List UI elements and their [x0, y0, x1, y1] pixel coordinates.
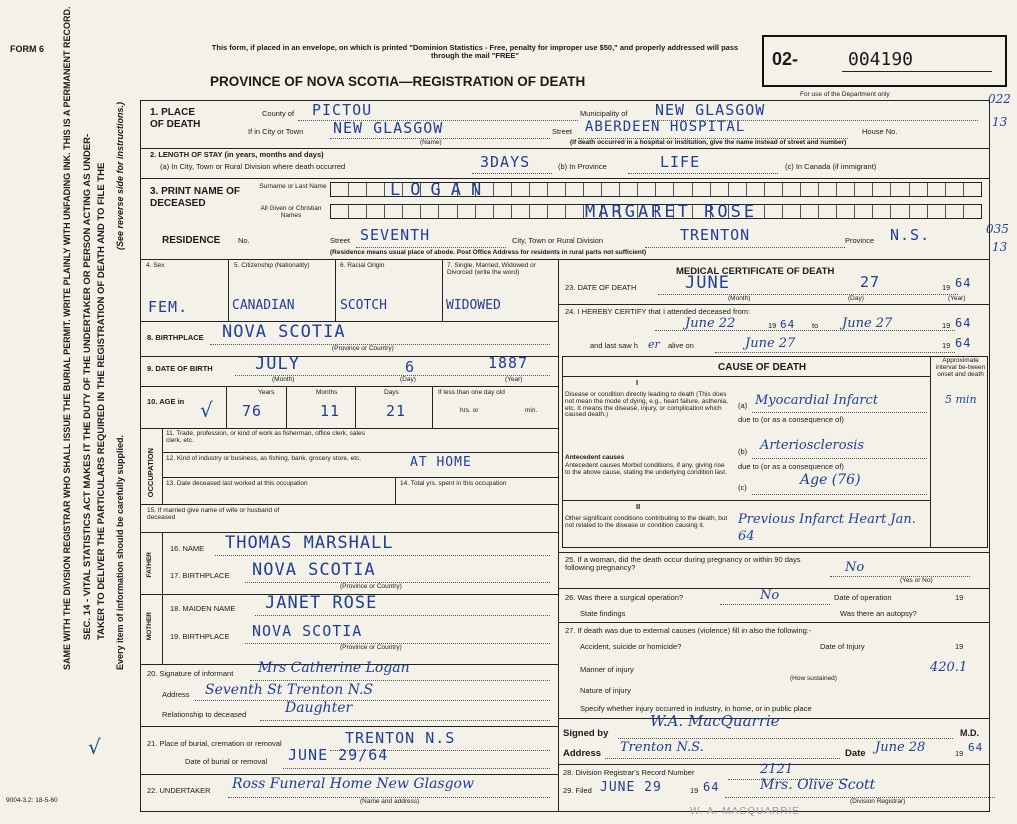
- age-check-mark: √: [200, 398, 213, 422]
- print-name-label: 3. PRINT NAME OF DECEASED: [150, 186, 241, 209]
- filed-label: 29. Filed: [563, 786, 592, 795]
- birthplace-sublabel: (Province or Country): [332, 345, 394, 352]
- dob-label: 9. DATE OF BIRTH: [147, 364, 213, 373]
- surgical-operation-label: 26. Was there a surgical operation?: [565, 593, 684, 602]
- age-label: 10. AGE in: [147, 397, 185, 406]
- record-number-label: 28. Division Registrar's Record Number: [563, 768, 695, 777]
- attended-from-year: 64: [780, 318, 796, 331]
- house-label: House No.: [862, 127, 898, 136]
- hrs-label: hrs. or: [460, 407, 479, 414]
- medical-address-value: Trenton N.S.: [620, 740, 704, 755]
- spouse-label: 15. If married give name of wife or husband of deceased: [147, 507, 280, 521]
- mother-birthplace-sublabel: (Province or Country): [340, 644, 402, 651]
- min-label: min.: [525, 407, 538, 414]
- death-month-value: JUNE: [685, 273, 730, 293]
- relationship-label: Relationship to deceased: [162, 710, 247, 719]
- length-of-stay-label: 2. LENGTH OF STAY (in years, months and days): [150, 150, 324, 159]
- street-value: ABERDEEN HOSPITAL: [585, 119, 746, 135]
- registration-number-box: [762, 35, 1007, 87]
- mother-birthplace-label: 19. BIRTHPLACE: [170, 632, 230, 641]
- death-year-prefix: 19: [942, 283, 951, 292]
- name-sublabel: (Name): [420, 139, 442, 146]
- dob-day-sublabel: (Day): [400, 376, 416, 383]
- residence-street-label: Street: [330, 236, 351, 245]
- occupation-12-value: AT HOME: [410, 455, 472, 470]
- filed-value: JUNE 29: [600, 780, 662, 795]
- date-of-operation-year-prefix: 19: [955, 593, 964, 602]
- certify-label: 24. I HEREBY CERTIFY that I attended deceased from:: [565, 307, 751, 316]
- other-conditions-value: Previous Infarct Heart Jan. 64: [738, 512, 916, 544]
- informant-address-value: Seventh St Trenton N.S: [205, 682, 374, 698]
- county-label: County of: [262, 109, 295, 118]
- racial-origin-value: SCOTCH: [340, 298, 387, 313]
- last-saw-label: and last saw h: [590, 341, 638, 350]
- sex-label: 4. Sex: [146, 262, 165, 269]
- filed-year-prefix: 19: [690, 786, 699, 795]
- burial-date-label: Date of burial or removal: [185, 757, 268, 766]
- side-text-2: TAKER TO DELIVER THE PARTICULARS REQUIRED IN THE REGISTRATION OF DEATH AND TO FILE THE: [96, 162, 107, 640]
- cause-a-value: Myocardial Infarct: [755, 393, 879, 408]
- age-months-value: 11: [320, 402, 341, 420]
- hospital-note: (If death occurred in a hospital or institution, give the name instead of street and number): [570, 139, 847, 146]
- form-number: FORM 6: [10, 44, 45, 54]
- stay-a-label: (a) In City, Town or Rural Division where death occurred: [160, 162, 346, 171]
- burial-date-value: JUNE 29/64: [288, 746, 389, 764]
- marital-status-label: 7. Single, Married, Widowed or Divorced (write the word): [447, 262, 536, 276]
- burial-place-value: TRENTON N.S: [345, 729, 456, 747]
- less-than-day-label: If less than one day old: [438, 389, 505, 396]
- occupation-14-label: 14. Total yrs. spent in this occupation: [400, 480, 507, 487]
- surname-value: LOGAN: [390, 180, 492, 200]
- citizenship-label: 5. Citizenship (Nationality): [234, 262, 310, 269]
- md-label: M.D.: [960, 728, 979, 738]
- antecedent-label: Antecedent causes Morbid conditions, if any, giving rise to the above cause, stating the underlying condition last.: [565, 462, 727, 476]
- sex-value: FEM.: [148, 298, 189, 316]
- municipality-label: Municipality of: [580, 109, 628, 118]
- stamp-text: W. A. MACQUARRIE: [690, 806, 800, 817]
- accident-label: Accident, suicide or homicide?: [580, 642, 682, 651]
- mother-birthplace-value: NOVA SCOTIA: [252, 622, 363, 640]
- street-label: Street: [552, 127, 573, 136]
- antecedent-heading: Antecedent causes: [565, 454, 625, 461]
- death-year-value: 64: [955, 276, 972, 290]
- age-days-label: Days: [384, 389, 399, 396]
- disease-label: Disease or condition directly leading to death (This does not mean the mode of dying, e.g., heart failure, asthenia, etc. It means the disease, injury, or complication which caused death.): [565, 391, 728, 419]
- dept-code-2: 13: [992, 115, 1008, 129]
- medical-date-value: June 28: [875, 740, 926, 755]
- attended-to-year-prefix: 19: [942, 321, 951, 330]
- attended-from-year-prefix: 19: [768, 321, 777, 330]
- nature-of-injury-label: Nature of injury: [580, 686, 631, 695]
- marital-status-value: WIDOWED: [446, 298, 501, 313]
- informant-value: Mrs Catherine Logan: [258, 660, 410, 676]
- stay-b-label: (b) In Province: [558, 162, 607, 171]
- to-label: to: [812, 321, 819, 330]
- death-year-sublabel: (Year): [948, 295, 966, 302]
- given-names-value: MARGARET ROSE: [585, 202, 758, 222]
- residence-no-label: No.: [238, 236, 250, 245]
- father-name-label: 16. NAME: [170, 544, 205, 553]
- cause-part-1: I: [636, 378, 639, 387]
- record-number-value: 2121: [760, 762, 794, 777]
- mother-maiden-value: JANET ROSE: [265, 593, 378, 613]
- racial-origin-label: 6. Racial Origin: [340, 262, 385, 269]
- header-note: This form, if placed in an envelope, on which is printed "Dominion Statistics - Free, penalty for improper use $50," and properly addressed will pass through the mail "FREE": [211, 43, 739, 61]
- interval-a-value: 5 min: [945, 393, 977, 406]
- municipality-value: NEW GLASGOW: [655, 101, 766, 119]
- residence-street-value: SEVENTH: [360, 226, 431, 244]
- county-value: PICTOU: [312, 101, 373, 119]
- date-of-injury-label: Date of Injury: [820, 642, 865, 651]
- medical-date-year: 64: [968, 741, 984, 754]
- cause-part-2: II: [636, 502, 641, 511]
- father-birthplace-sublabel: (Province or Country): [340, 583, 402, 590]
- undertaker-label: 22. UNDERTAKER: [147, 786, 211, 795]
- stay-a-value: 3DAYS: [480, 153, 531, 171]
- manner-of-injury-label: Manner of injury: [580, 665, 634, 674]
- specify-label: Specify whether injury occurred in industry, in home, or in public place: [580, 704, 812, 713]
- undertaker-sublabel: (Name and address): [360, 798, 420, 805]
- age-months-label: Months: [316, 389, 338, 396]
- attended-from-value: June 22: [685, 316, 736, 331]
- registration-number: 004190: [848, 49, 914, 70]
- age-years-label: Years: [258, 389, 275, 396]
- cause-c-marker: (c): [738, 483, 747, 492]
- father-birthplace-label: 17. BIRTHPLACE: [170, 571, 230, 580]
- residence-city-value: TRENTON: [680, 226, 751, 244]
- due-to-a-label: due to (or as a consequence of): [738, 415, 844, 424]
- autopsy-label: Was there an autopsy?: [840, 609, 917, 618]
- check-mark: √: [88, 735, 101, 759]
- surname-label: Surname or Last Name: [259, 183, 327, 190]
- external-causes-label: 27. If death was due to external causes (violence) fill in also the following:-: [565, 626, 812, 635]
- dept-code-3: 035: [986, 222, 1009, 236]
- other-conditions-label: Other significant conditions contributing to the death, but not related to the disease or condition causing it.: [565, 515, 728, 529]
- occupation-label: OCCUPATION: [146, 448, 155, 498]
- given-names-label: All Given or Christian Names: [260, 205, 322, 219]
- document-title: PROVINCE OF NOVA SCOTIA—REGISTRATION OF DEATH: [210, 74, 586, 89]
- death-date-label: 23. DATE OF DEATH: [565, 283, 637, 292]
- interval-label: Approximate interval be-tween onset and death: [935, 357, 986, 378]
- age-days-value: 21: [386, 402, 407, 420]
- medical-date-year-prefix: 19: [955, 749, 964, 758]
- how-sustained-sublabel: (How sustained): [790, 675, 837, 682]
- death-day-value: 27: [860, 273, 881, 291]
- medical-date-label: Date: [845, 748, 866, 759]
- pregnancy-value: No: [845, 560, 865, 575]
- date-of-operation-label: Date of operation: [834, 593, 892, 602]
- birthplace-value: NOVA SCOTIA: [222, 322, 346, 342]
- side-text-5: (See reverse side for instructions.): [115, 101, 125, 250]
- dept-code-1: 022: [988, 92, 1011, 106]
- alive-on-year: 64: [955, 336, 972, 350]
- residence-city-label: City, Town or Rural Division: [512, 236, 603, 245]
- relationship-value: Daughter: [285, 700, 353, 716]
- attended-to-value: June 27: [842, 316, 893, 331]
- registrar-value: Mrs. Olive Scott: [760, 777, 876, 793]
- mother-maiden-label: 18. MAIDEN NAME: [170, 604, 236, 613]
- residence-note: (Residence means usual place of abode. Post Office Address for residents in rural parts not sufficient): [330, 249, 647, 256]
- place-of-death-label: 1. PLACE OF DEATH: [150, 107, 201, 130]
- state-findings-label: State findings: [580, 609, 626, 618]
- birthplace-label: 8. BIRTHPLACE: [147, 333, 204, 342]
- occupation-13-label: 13. Date deceased last worked at this occupation: [166, 480, 308, 487]
- undertaker-value: Ross Funeral Home New Glasgow: [232, 776, 474, 792]
- surgical-operation-value: No: [760, 588, 780, 603]
- citizenship-value: CANADIAN: [232, 298, 295, 313]
- alive-on-label: alive on: [668, 341, 694, 350]
- dept-code-4: 13: [992, 240, 1008, 254]
- informant-address-label: Address: [162, 690, 190, 699]
- signed-by-value: W.A. MacQuarrie: [650, 712, 780, 730]
- date-of-injury-year-prefix: 19: [955, 642, 964, 651]
- cause-b-value: Arteriosclerosis: [760, 438, 865, 453]
- nature-code-value: 420.1: [930, 660, 968, 675]
- residence-province-value: N.S.: [890, 226, 931, 244]
- city-value: NEW GLASGOW: [333, 119, 444, 137]
- occupation-11-label: 11. Trade, profession, or kind of work as fisherman, office clerk, sales clerk, etc.: [166, 430, 365, 444]
- side-text-1: SEC. 14 - VITAL STATISTICS ACT MAKES IT THE DUTY OF THE UNDERTAKER OR PERSON ACTING AS UNDER-: [82, 133, 93, 640]
- medical-address-label: Address: [563, 748, 602, 759]
- filed-year-value: 64: [703, 780, 720, 794]
- department-use-label: For use of the Department only: [800, 91, 890, 98]
- cause-c-value: Age (76): [800, 472, 861, 488]
- residence-province-label: Province: [845, 236, 875, 245]
- dob-month-sublabel: (Month): [272, 376, 295, 383]
- registration-prefix: 02-: [772, 49, 799, 69]
- father-birthplace-value: NOVA SCOTIA: [252, 560, 376, 580]
- division-registrar-sublabel: (Division Registrar): [850, 798, 906, 805]
- dob-year-value: 1887: [488, 354, 529, 372]
- pregnancy-label: 25. If a woman, did the death occur during pregnancy or within 90 days following pregnancy?: [565, 555, 801, 573]
- last-saw-value: er: [648, 338, 660, 351]
- dob-day-value: 6: [405, 358, 416, 376]
- age-years-value: 76: [242, 402, 263, 420]
- stay-b-value: LIFE: [660, 153, 701, 171]
- due-to-b-label: due to (or as a consequence of): [738, 462, 844, 471]
- informant-label: 20. Signature of informant: [147, 669, 234, 678]
- footer-code: 9004-3.2: 18-5-60: [6, 797, 58, 804]
- father-name-value: THOMAS MARSHALL: [225, 533, 394, 553]
- side-text-4: Every item of information should be carefully supplied.: [115, 434, 125, 670]
- cause-a-marker: (a): [738, 401, 748, 410]
- occupation-12-label: 12. Kind of industry or business, as fishing, bank, grocery store, etc.: [166, 455, 362, 462]
- alive-on-year-prefix: 19: [942, 341, 951, 350]
- cause-of-death-title: CAUSE OF DEATH: [718, 362, 807, 373]
- side-text-3: SAME WITH THE DIVISION REGISTRAR WHO SHALL ISSUE THE BURIAL PERMIT. WRITE PLAINLY WITH UNFADING INK. THIS IS A PERMANENT RECORD.: [62, 6, 72, 670]
- yes-no-sublabel: (Yes or No): [900, 577, 933, 584]
- medical-certificate-title: MEDICAL CERTIFICATE OF DEATH: [676, 266, 835, 277]
- dob-month-value: JULY: [255, 354, 300, 374]
- attended-to-year: 64: [955, 316, 972, 330]
- alive-on-value: June 27: [745, 336, 796, 351]
- death-month-sublabel: (Month): [728, 295, 751, 302]
- city-label: If in City or Town: [248, 127, 304, 136]
- dob-year-sublabel: (Year): [505, 376, 523, 383]
- residence-label: RESIDENCE: [162, 235, 221, 246]
- death-day-sublabel: (Day): [848, 295, 864, 302]
- father-label: FATHER: [146, 552, 153, 578]
- stay-c-label: (c) In Canada (if immigrant): [785, 162, 877, 171]
- cause-b-marker: (b): [738, 447, 748, 456]
- mother-label: MOTHER: [146, 612, 153, 641]
- burial-place-label: 21. Place of burial, cremation or removal: [147, 739, 282, 748]
- signed-by-label: Signed by: [563, 728, 609, 739]
